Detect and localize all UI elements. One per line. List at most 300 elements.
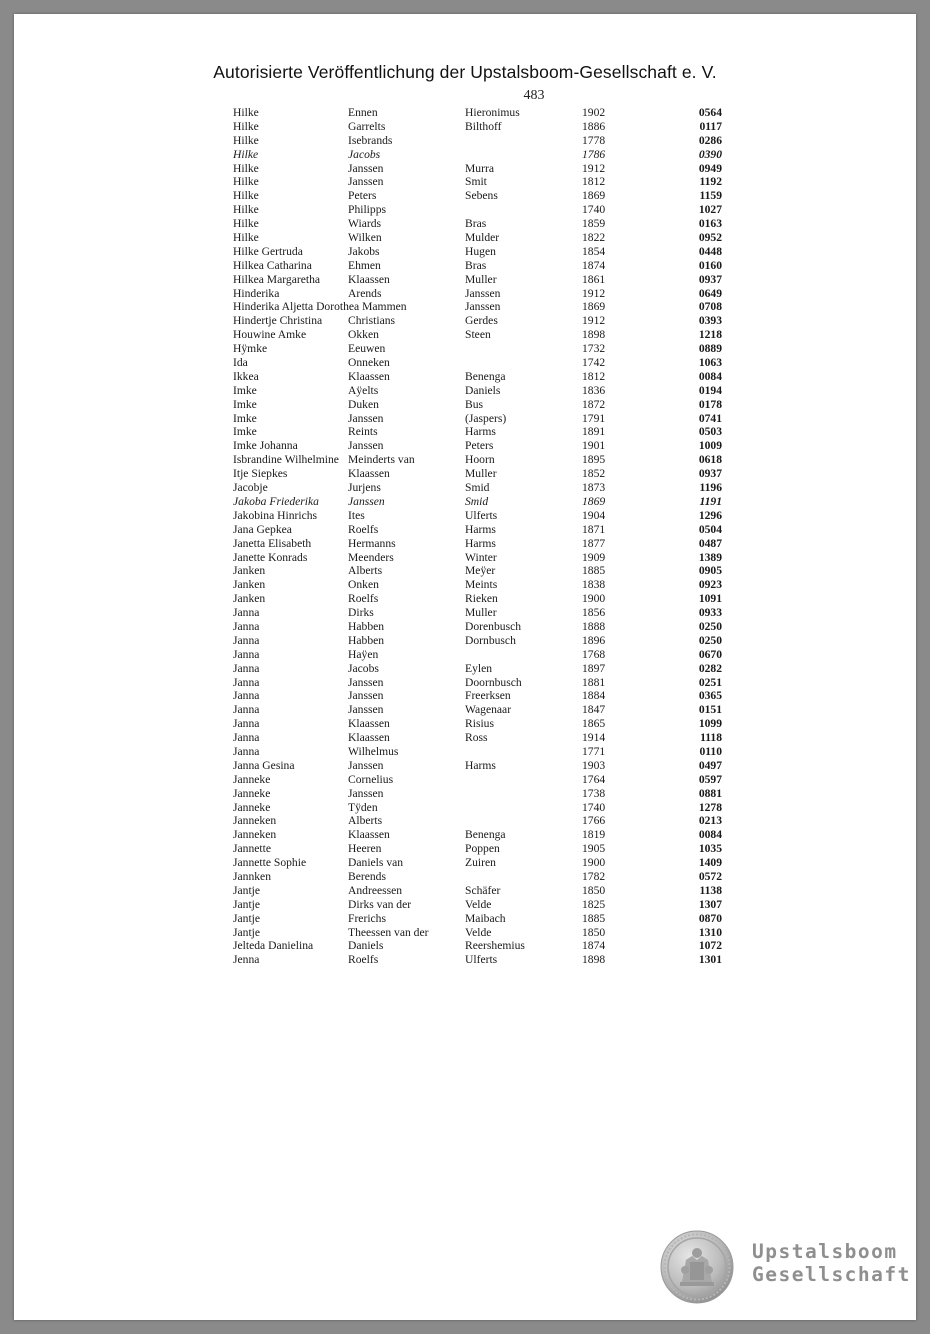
table-row [14, 481, 916, 495]
record-number-cell: 0905 [698, 564, 722, 578]
record-number-cell: 0881 [698, 786, 722, 800]
first-name-cell: Jacobje [233, 481, 268, 495]
year-cell: 1900 [582, 856, 606, 870]
spouse-surname-cell: Risius [465, 717, 494, 731]
surname-cell: Klaassen [348, 272, 390, 286]
year-cell: 1900 [582, 592, 606, 606]
record-number-cell: 1027 [698, 203, 722, 217]
first-name-cell: Janna [233, 661, 260, 675]
spouse-surname-cell: Rieken [465, 592, 498, 606]
year-cell: 1881 [582, 675, 606, 689]
record-number-cell: 0952 [698, 231, 722, 245]
record-number-cell: 0487 [698, 536, 722, 550]
first-name-cell: Hilke [233, 133, 259, 147]
surname-cell: Peters [348, 189, 377, 203]
table-row [14, 203, 916, 217]
spouse-surname-cell: Ross [465, 731, 488, 745]
first-name-cell: Janna [233, 703, 260, 717]
table-row [14, 953, 916, 967]
table-row [14, 356, 916, 370]
spouse-surname-cell: Hugen [465, 244, 496, 258]
year-cell: 1885 [582, 564, 606, 578]
table-row [14, 551, 916, 565]
table-row [14, 939, 916, 953]
year-cell: 1822 [582, 231, 606, 245]
surname-cell: Ehmen [348, 258, 381, 272]
surname-cell: Hermanns [348, 536, 396, 550]
year-cell: 1885 [582, 911, 606, 925]
year-cell: 1766 [582, 814, 606, 828]
record-number-cell: 0365 [698, 689, 722, 703]
record-number-cell: 0618 [698, 453, 722, 467]
society-logo [660, 1230, 910, 1306]
table-row [14, 648, 916, 662]
surname-cell: Janssen [348, 703, 384, 717]
spouse-surname-cell: Poppen [465, 842, 500, 856]
table-row [14, 703, 916, 717]
spouse-surname-cell: Gerdes [465, 314, 498, 328]
year-cell: 1764 [582, 772, 606, 786]
record-number-cell: 1389 [698, 550, 722, 564]
spouse-surname-cell: Steen [465, 328, 491, 342]
document-page [14, 14, 916, 1320]
year-cell: 1912 [582, 161, 606, 175]
surname-cell: Klaassen [348, 828, 390, 842]
table-row [14, 523, 916, 537]
first-name-cell: Hilke [233, 189, 259, 203]
year-cell: 1740 [582, 800, 606, 814]
spouse-surname-cell: Harms [465, 425, 496, 439]
record-number-cell: 1063 [698, 356, 722, 370]
year-cell: 1740 [582, 203, 606, 217]
page-number: 483 [523, 88, 545, 103]
first-name-cell: Janette Konrads [233, 550, 308, 564]
record-number-cell: 0250 [698, 619, 722, 633]
surname-cell: Roelfs [348, 953, 379, 967]
first-name-cell: Hilke [233, 161, 259, 175]
spouse-surname-cell: Muller [465, 272, 497, 286]
spouse-surname-cell: Zuiren [465, 856, 496, 870]
record-number-cell: 1009 [698, 439, 722, 453]
spouse-surname-cell: Bras [465, 217, 487, 231]
record-number-cell: 1409 [698, 856, 722, 870]
first-name-cell: Ida [233, 356, 248, 370]
table-row [14, 370, 916, 384]
surname-cell: Philipps [348, 203, 387, 217]
first-name-cell: Janna [233, 619, 260, 633]
table-row [14, 592, 916, 606]
year-cell: 1891 [582, 425, 606, 439]
first-name-cell: Jakobina Hinrichs [233, 508, 318, 522]
year-cell: 1838 [582, 578, 606, 592]
first-name-cell: Janna [233, 647, 260, 661]
year-cell: 1850 [582, 925, 606, 939]
table-row [14, 662, 916, 676]
record-number-cell: 0870 [698, 911, 722, 925]
first-name-cell: Jana Gepkea [233, 522, 292, 536]
spouse-surname-cell: Meÿer [465, 564, 496, 578]
table-row [14, 495, 916, 509]
first-name-cell: Hinderika [233, 286, 280, 300]
spouse-surname-cell: Dornbusch [465, 633, 516, 647]
table-row [14, 439, 916, 453]
spouse-surname-cell: Hoorn [465, 453, 495, 467]
record-number-cell: 0163 [698, 217, 722, 231]
first-name-cell: Hilke [233, 203, 259, 217]
year-cell: 1850 [582, 883, 606, 897]
spouse-surname-cell: Eylen [465, 661, 493, 675]
spouse-surname-cell: Bus [465, 397, 484, 411]
surname-cell: Jakobs [348, 244, 380, 258]
record-number-cell: 0178 [698, 397, 722, 411]
year-cell: 1854 [582, 244, 606, 258]
table-row [14, 578, 916, 592]
table-row [14, 759, 916, 773]
year-cell: 1904 [582, 508, 606, 522]
table-row [14, 814, 916, 828]
first-name-cell: Itje Siepkes [233, 467, 288, 481]
surname-cell: Roelfs [348, 522, 379, 536]
record-number-cell: 1138 [699, 883, 722, 897]
first-name-cell: Hinderika Aljetta Dorothea Mammen [233, 300, 407, 314]
surname-cell: Jacobs [348, 147, 381, 161]
table-row [14, 898, 916, 912]
spouse-surname-cell: Daniels [465, 383, 501, 397]
surname-cell: Onken [348, 578, 379, 592]
table-row [14, 828, 916, 842]
first-name-cell: Jantje [233, 883, 261, 897]
surname-cell: Alberts [348, 564, 383, 578]
year-cell: 1884 [582, 689, 606, 703]
record-number-cell: 1072 [698, 939, 722, 953]
surname-cell: Theessen van der [348, 925, 429, 939]
spouse-surname-cell: Janssen [465, 300, 501, 314]
surname-cell: Dirks [348, 606, 374, 620]
first-name-cell: Jantje [233, 897, 261, 911]
year-cell: 1902 [582, 106, 606, 119]
surname-cell: Janssen [348, 494, 385, 508]
record-number-cell: 0084 [698, 828, 722, 842]
record-number-cell: 0084 [698, 369, 722, 383]
table-row [14, 412, 916, 426]
first-name-cell: Hÿmke [233, 342, 268, 356]
surname-cell: Isebrands [348, 133, 393, 147]
first-name-cell: Hilke [233, 231, 259, 245]
record-number-cell: 1307 [698, 897, 722, 911]
surname-cell: Meenders [348, 550, 394, 564]
first-name-cell: Imke Johanna [233, 439, 298, 453]
year-cell: 1912 [582, 286, 606, 300]
year-cell: 1888 [582, 619, 606, 633]
spouse-surname-cell: Ulferts [465, 508, 498, 522]
table-row [14, 342, 916, 356]
year-cell: 1861 [582, 272, 606, 286]
first-name-cell: Janna [233, 675, 260, 689]
surname-cell: Jurjens [348, 481, 381, 495]
first-name-cell: Jenna [233, 953, 260, 967]
record-number-cell: 1099 [698, 717, 722, 731]
surname-cell: Wilhelmus [348, 744, 399, 758]
spouse-surname-cell: Sebens [465, 189, 498, 203]
spouse-surname-cell: Maibach [465, 911, 506, 925]
year-cell: 1742 [582, 356, 606, 370]
surname-cell: Klaassen [348, 717, 390, 731]
table-row [14, 189, 916, 203]
table-row [14, 300, 916, 314]
surname-cell: Meinderts van [348, 453, 415, 467]
first-name-cell: Houwine Amke [233, 328, 307, 342]
table-row [14, 856, 916, 870]
record-number-cell: 0649 [698, 286, 722, 300]
first-name-cell: Jannette [233, 842, 271, 856]
year-cell: 1782 [582, 869, 606, 883]
year-cell: 1859 [582, 217, 606, 231]
first-name-cell: Janken [233, 564, 266, 578]
table-row [14, 314, 916, 328]
record-number-cell: 1301 [698, 953, 722, 967]
surname-cell: Janssen [348, 675, 384, 689]
year-cell: 1847 [582, 703, 606, 717]
spouse-surname-cell: Benenga [465, 369, 506, 383]
spouse-surname-cell: Harms [465, 522, 496, 536]
record-number-cell: 0937 [698, 272, 722, 286]
table-row [14, 537, 916, 551]
table-row [14, 801, 916, 815]
first-name-cell: Janna [233, 744, 260, 758]
surname-cell: Klaassen [348, 369, 390, 383]
table-row [14, 245, 916, 259]
first-name-cell: Hilke [233, 147, 259, 161]
year-cell: 1897 [582, 661, 606, 675]
year-cell: 1836 [582, 383, 606, 397]
first-name-cell: Janna [233, 606, 260, 620]
spouse-surname-cell: Doornbusch [465, 675, 522, 689]
spouse-surname-cell: Schäfer [465, 883, 501, 897]
spouse-surname-cell: Velde [465, 925, 492, 939]
surname-cell: Janssen [348, 411, 384, 425]
table-row [14, 106, 916, 120]
year-cell: 1873 [582, 481, 606, 495]
table-row [14, 912, 916, 926]
record-number-cell: 1091 [698, 592, 722, 606]
record-number-cell: 0213 [698, 814, 722, 828]
spouse-surname-cell: Mulder [465, 231, 500, 245]
year-cell: 1852 [582, 467, 606, 481]
record-number-cell: 0503 [698, 425, 722, 439]
first-name-cell: Jantje [233, 925, 261, 939]
surname-cell: Tÿden [348, 800, 378, 814]
record-number-cell: 0949 [698, 161, 722, 175]
spouse-surname-cell: Wagenaar [465, 703, 512, 717]
year-cell: 1865 [582, 717, 606, 731]
first-name-cell: Hilke [233, 217, 259, 231]
surname-cell: Christians [348, 314, 396, 328]
record-number-cell: 0282 [698, 661, 722, 675]
first-name-cell: Janneken [233, 814, 277, 828]
year-cell: 1903 [582, 758, 606, 772]
year-cell: 1825 [582, 897, 606, 911]
table-row [14, 467, 916, 481]
first-name-cell: Jannken [233, 869, 271, 883]
logo-line-1: Upstalsboom [752, 1240, 898, 1263]
year-cell: 1886 [582, 119, 606, 133]
record-number-cell: 0110 [699, 744, 722, 758]
record-number-cell: 1278 [698, 800, 722, 814]
logo-wordmark [752, 1240, 911, 1286]
spouse-surname-cell: Muller [465, 467, 497, 481]
record-number-cell: 1218 [698, 328, 722, 342]
surname-cell: Reints [348, 425, 378, 439]
table-row [14, 148, 916, 162]
spouse-surname-cell: Reershemius [465, 939, 525, 953]
publication-header: Autorisierte Veröffentlichung der Upstalsboom-Gesellschaft e. V. [213, 62, 717, 82]
first-name-cell: Hilkea Margaretha [233, 272, 321, 286]
table-row [14, 884, 916, 898]
surname-cell: Heeren [348, 842, 382, 856]
surname-cell: Klaassen [348, 467, 390, 481]
year-cell: 1869 [582, 300, 606, 314]
table-row [14, 689, 916, 703]
table-row [14, 773, 916, 787]
spouse-surname-cell: Smid [465, 481, 490, 495]
spouse-surname-cell: Harms [465, 758, 496, 772]
record-number-cell: 1196 [699, 481, 722, 495]
table-row [14, 731, 916, 745]
surname-cell: Okken [348, 328, 379, 342]
first-name-cell: Hilke Gertruda [233, 244, 303, 258]
first-name-cell: Janna [233, 717, 260, 731]
first-name-cell: Janneke [233, 800, 271, 814]
spouse-surname-cell: Peters [465, 439, 494, 453]
surname-cell: Janssen [348, 786, 384, 800]
first-name-cell: Janna [233, 689, 260, 703]
year-cell: 1786 [582, 147, 606, 161]
year-cell: 1812 [582, 369, 606, 383]
year-cell: 1877 [582, 536, 606, 550]
year-cell: 1768 [582, 647, 606, 661]
surname-cell: Haÿen [348, 647, 379, 661]
first-name-cell: Janneke [233, 786, 271, 800]
record-number-cell: 1192 [699, 175, 722, 189]
surname-cell: Aÿelts [348, 383, 379, 397]
first-name-cell: Janneke [233, 772, 271, 786]
surname-cell: Onneken [348, 356, 390, 370]
surname-cell: Janssen [348, 161, 384, 175]
spouse-surname-cell: Muller [465, 606, 497, 620]
surname-cell: Janssen [348, 439, 384, 453]
spouse-surname-cell: Murra [465, 161, 494, 175]
year-cell: 1791 [582, 411, 606, 425]
record-number-cell: 0564 [698, 106, 722, 119]
record-number-cell: 0889 [698, 342, 722, 356]
record-number-cell: 0393 [698, 314, 722, 328]
year-cell: 1738 [582, 786, 606, 800]
table-row [14, 842, 916, 856]
record-number-cell: 0117 [699, 119, 722, 133]
surname-cell: Janssen [348, 758, 384, 772]
name-register-table [14, 106, 916, 967]
record-number-cell: 0251 [698, 675, 722, 689]
table-row [14, 745, 916, 759]
table-row [14, 509, 916, 523]
table-row [14, 162, 916, 176]
first-name-cell: Isbrandine Wilhelmine [233, 453, 339, 467]
surname-cell: Ites [348, 508, 365, 522]
spouse-surname-cell: Bras [465, 258, 487, 272]
year-cell: 1812 [582, 175, 606, 189]
surname-cell: Cornelius [348, 772, 394, 786]
record-number-cell: 0194 [698, 383, 722, 397]
surname-cell: Berends [348, 869, 386, 883]
record-number-cell: 0160 [698, 258, 722, 272]
year-cell: 1905 [582, 842, 606, 856]
year-cell: 1896 [582, 633, 606, 647]
record-number-cell: 0708 [698, 300, 722, 314]
spouse-surname-cell: Ulferts [465, 953, 498, 967]
table-row [14, 259, 916, 273]
record-number-cell: 1310 [698, 925, 722, 939]
spouse-surname-cell: Bilthoff [465, 119, 502, 133]
table-row [14, 120, 916, 134]
table-row [14, 384, 916, 398]
surname-cell: Habben [348, 619, 385, 633]
table-row [14, 273, 916, 287]
table-row [14, 287, 916, 301]
record-number-cell: 1296 [698, 508, 722, 522]
surname-cell: Janssen [348, 175, 384, 189]
record-number-cell: 1118 [700, 731, 722, 745]
surname-cell: Daniels [348, 939, 384, 953]
record-number-cell: 0670 [698, 647, 722, 661]
spouse-surname-cell: Meints [465, 578, 498, 592]
year-cell: 1869 [582, 189, 606, 203]
table-row [14, 564, 916, 578]
first-name-cell: Janken [233, 578, 266, 592]
first-name-cell: Hindertje Christina [233, 314, 323, 328]
record-number-cell: 0250 [698, 633, 722, 647]
year-cell: 1912 [582, 314, 606, 328]
logo-line-2: Gesellschaft [752, 1263, 911, 1286]
spouse-surname-cell: Dorenbusch [465, 619, 522, 633]
first-name-cell: Janneken [233, 828, 277, 842]
surname-cell: Frerichs [348, 911, 386, 925]
record-number-cell: 0923 [698, 578, 722, 592]
surname-cell: Daniels van [348, 856, 404, 870]
table-row [14, 717, 916, 731]
year-cell: 1872 [582, 397, 606, 411]
spouse-surname-cell: Freerksen [465, 689, 511, 703]
record-number-cell: 0286 [698, 133, 722, 147]
first-name-cell: Janna Gesina [233, 758, 295, 772]
table-row [14, 787, 916, 801]
table-row [14, 398, 916, 412]
first-name-cell: Hilke [233, 106, 259, 119]
record-number-cell: 0741 [698, 411, 722, 425]
table-row [14, 453, 916, 467]
surname-cell: Dirks van der [348, 897, 412, 911]
surname-cell: Arends [348, 286, 382, 300]
record-number-cell: 1159 [699, 189, 722, 203]
first-name-cell: Hilke [233, 175, 259, 189]
table-row [14, 606, 916, 620]
table-row [14, 634, 916, 648]
surname-cell: Duken [348, 397, 379, 411]
surname-cell: Andreessen [348, 883, 403, 897]
first-name-cell: Jannette Sophie [233, 856, 307, 870]
surname-cell: Roelfs [348, 592, 379, 606]
first-name-cell: Imke [233, 411, 257, 425]
table-row [14, 217, 916, 231]
